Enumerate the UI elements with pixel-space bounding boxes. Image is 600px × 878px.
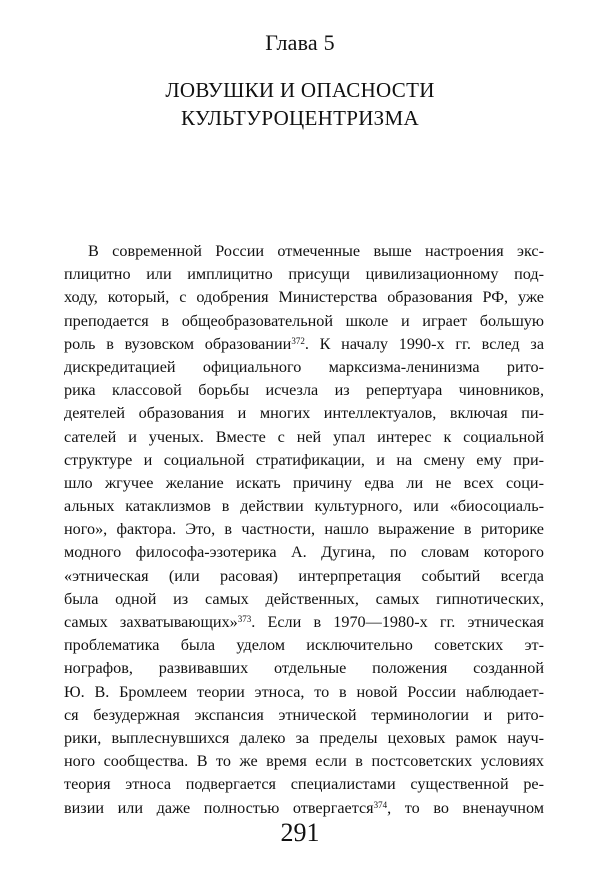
text-line: проблематика была уделом исключительно советских эт- (64, 636, 544, 655)
text-line (64, 611, 544, 634)
text-segment: визии или даже полностью отвергается (64, 798, 374, 817)
text-line: модного философа-эзотерика А. Дугина, по словам которого (64, 543, 544, 562)
footnote-ref-372: 372 (291, 335, 305, 346)
chapter-number: Глава 5 (265, 30, 335, 55)
text-line: дискредитацией официального марксизма-ленинизма рито- (64, 357, 544, 376)
chapter-title-line: КУЛЬТУРОЦЕНТРИЗМА (181, 106, 419, 130)
text-line: была одной из самых действенных, самых гипнотических, (64, 589, 544, 608)
text-line: теория этноса подвергается специалистами существенной ре- (64, 775, 544, 794)
text-line: Ю. В. Бромлеем теории этноса, то в новой России наблюдает- (64, 682, 544, 701)
chapter-title-line: ЛОВУШКИ И ОПАСНОСТИ (165, 78, 435, 102)
footnote-ref-374: 374 (373, 799, 388, 810)
chapter-title (0, 76, 600, 132)
footnote-ref-373: 373 (237, 614, 252, 624)
text-line: ся безудержная экспансия этнической терминологии и рито- (64, 705, 544, 724)
text-line: «этническая (или расовая) интерпретация событий всегда (64, 566, 544, 585)
text-line: нографов, развивавших отдельные положения созданной (64, 659, 544, 678)
text-line: структуре и социальной стратификации, и на смену ему при- (64, 450, 544, 469)
text-line: деятелей образования и многих интеллектуалов, включая пи- (64, 404, 544, 423)
text-line: преподается в общеобразовательной школе и играет большую (64, 311, 544, 330)
text-line: ного», фактора. Это, в частности, нашло выражение в риторике (64, 520, 544, 539)
text-line: ходу, который, с одобрения Министерства образования РФ, уже (64, 288, 544, 307)
text-line: В современной России отмеченные выше настроения экс- (88, 242, 544, 260)
text-segment: . Если в 1970—1980-х гг. этническая (251, 613, 544, 631)
text-segment: , то во вненаучном (387, 798, 544, 817)
text-line: рики, выплеснувшихся далеко за пределы цеховых рамок науч- (64, 728, 544, 747)
page-number: 291 (280, 818, 320, 847)
body-paragraph (64, 240, 544, 820)
text-line (64, 797, 544, 820)
text-line: ного сообщества. В то же время если в постсоветских условиях (64, 752, 544, 771)
text-line: плицитно или имплицитно присущи цивилизационному под- (64, 265, 544, 284)
text-segment: роль в вузовском образовании (64, 334, 292, 353)
text-line: альных катаклизмов в действии культурного, или «биосоциаль- (64, 497, 544, 516)
text-line (64, 333, 544, 356)
text-segment: самых захватывающих» (64, 613, 238, 631)
text-segment: . К началу 1990-х гг. вслед за (304, 334, 544, 353)
text-line: шло жгучее желание искать причину едва ли не всех соци- (64, 473, 544, 492)
text-line: сателей и ученых. Вместе с ней упал интерес к социальной (64, 427, 544, 446)
text-line: рика классовой борьбы исчезла из репертуара чиновников, (64, 381, 544, 400)
